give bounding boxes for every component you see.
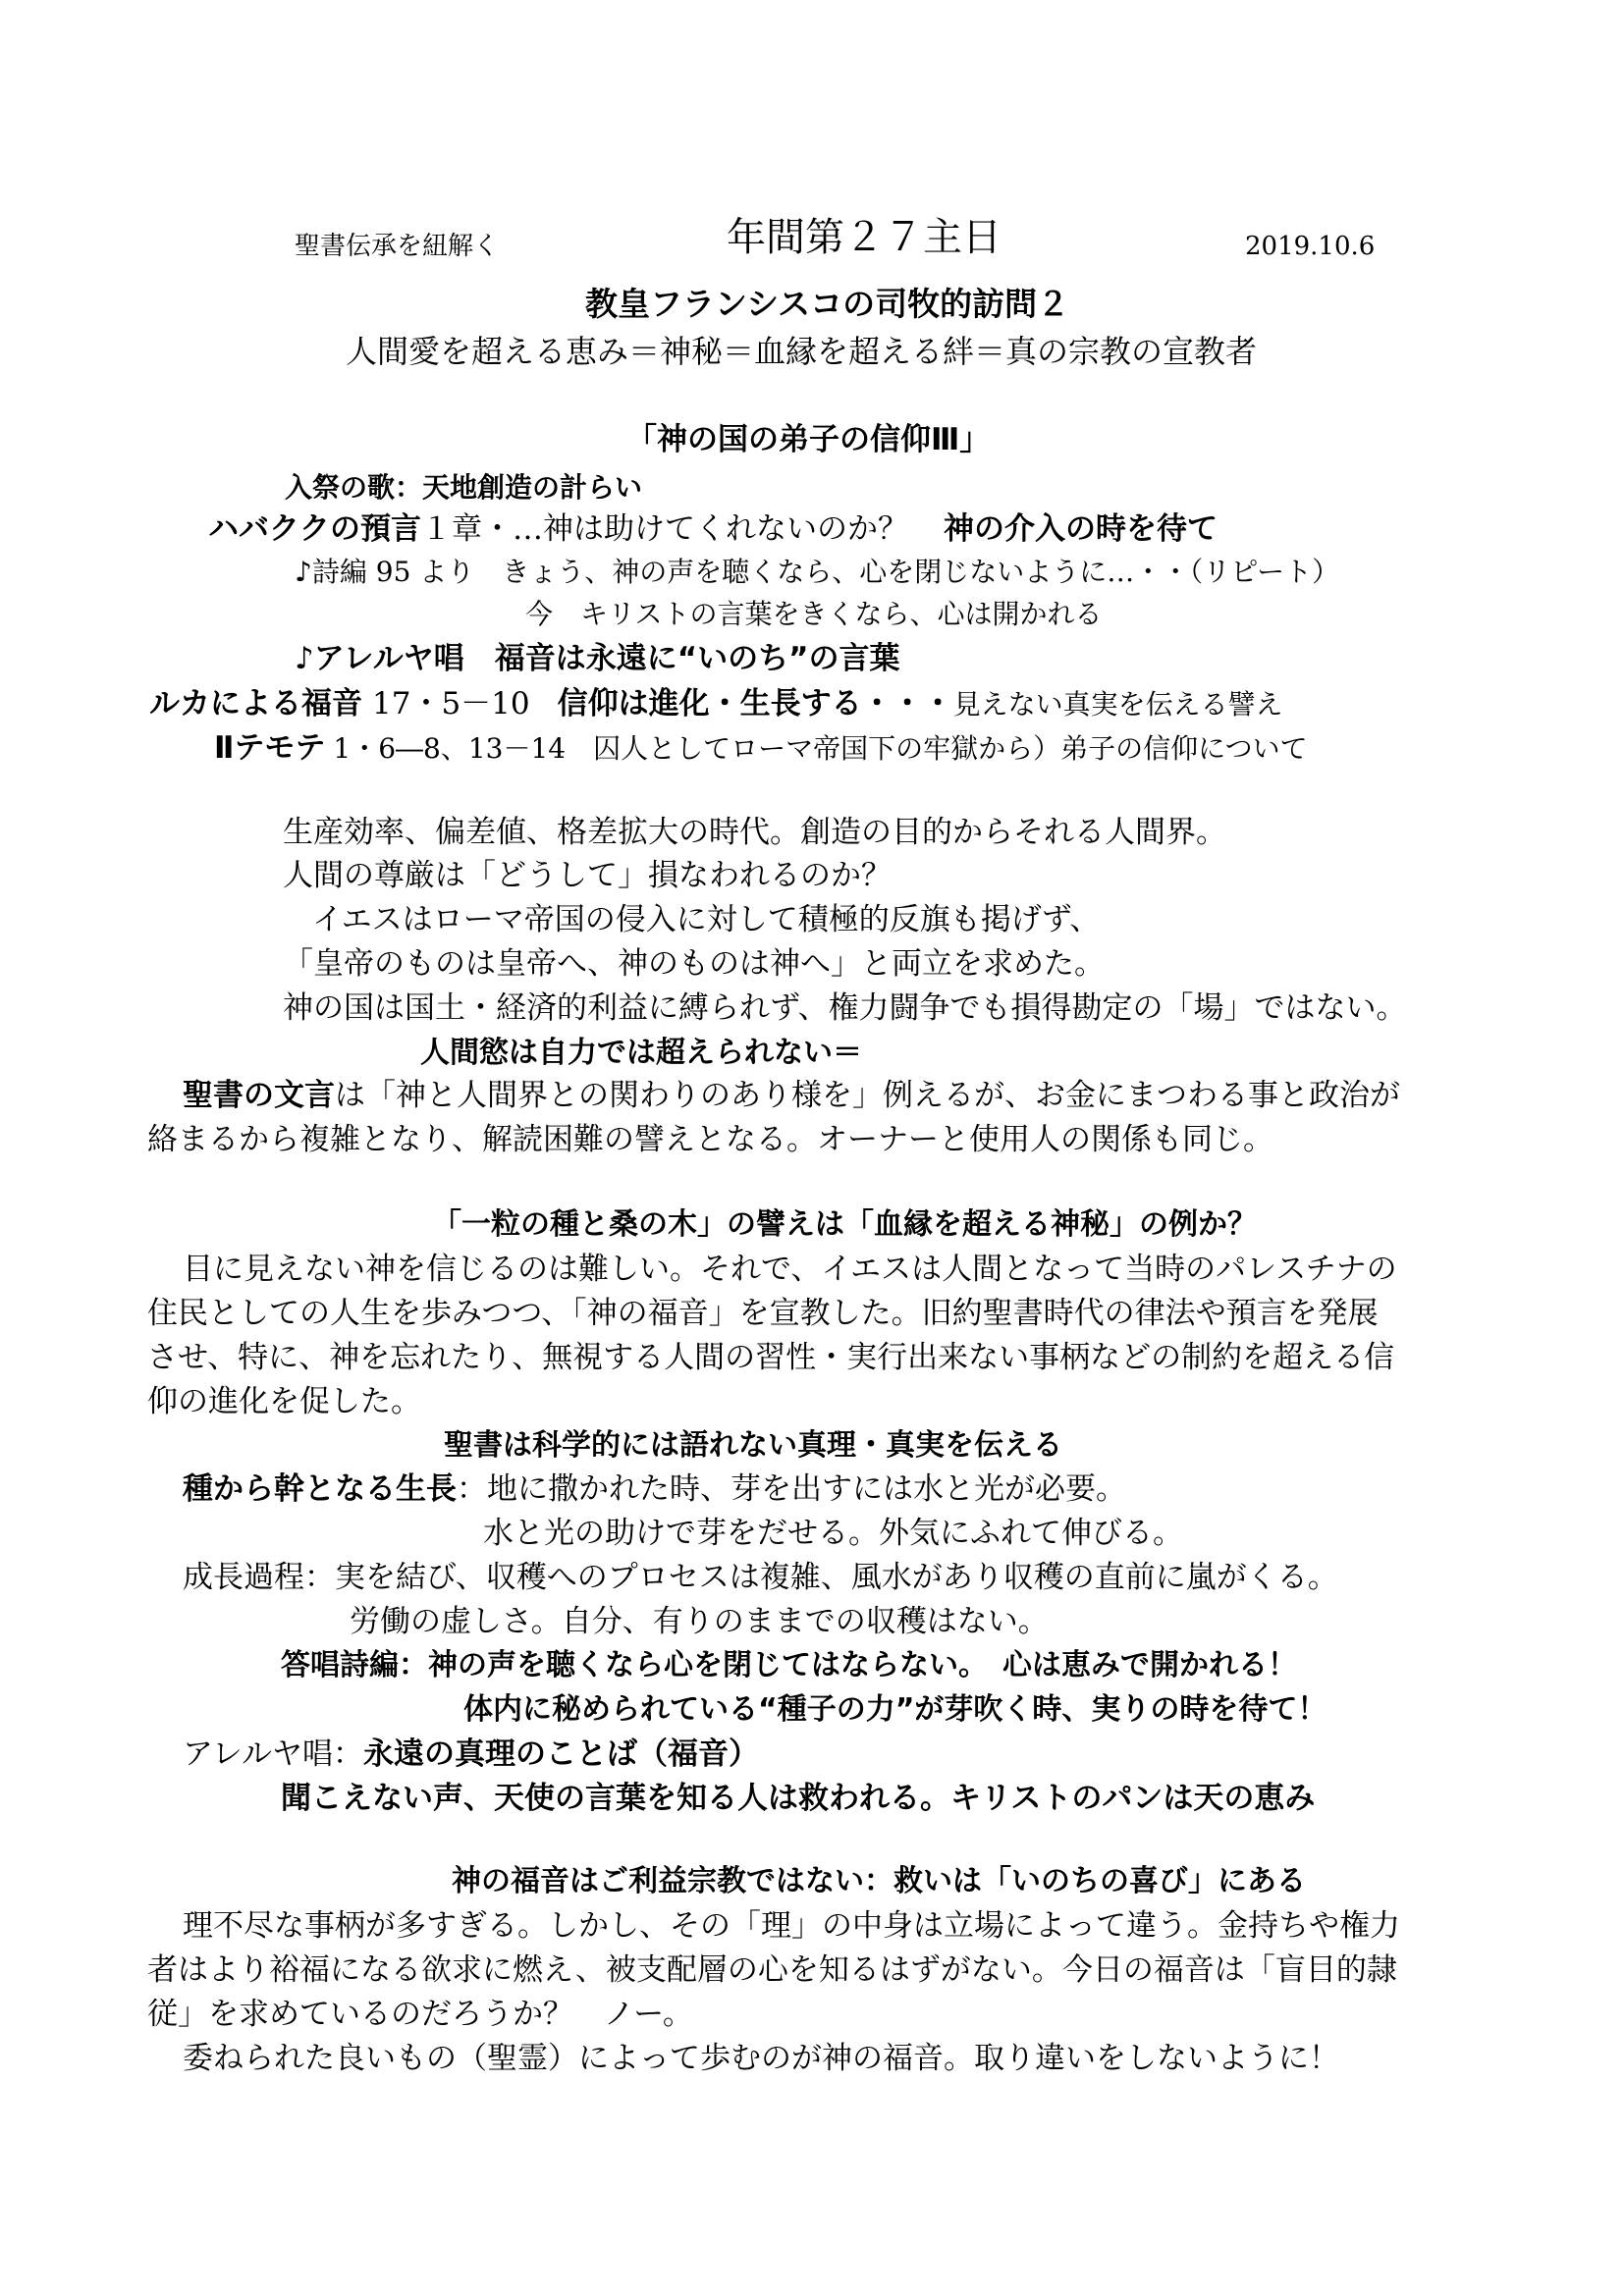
section2-subhead: 聖書は科学的には語れない真理・真実を伝える xyxy=(444,1428,1062,1463)
para-rest: は「神と人間界との関わりのあり様を」例えるが、お金にまつわる事と政治が xyxy=(335,1078,1400,1113)
second-reading-text: 1・6―8、13－14 囚人としてローマ帝国下の牢獄から）弟子の信仰について xyxy=(333,732,1308,765)
growth-text: ：地に撒かれた時、芽を出すには水と光が必要。 xyxy=(457,1471,1126,1507)
subtitle: 教皇フランシスコの司牧的訪問２ xyxy=(585,285,1070,323)
section2-line: 仰の進化を促した。 xyxy=(147,1384,421,1419)
alleluia-line xyxy=(183,1735,759,1774)
page-title: 年間第２７主日 xyxy=(727,215,1001,260)
para-lead: 聖書の文言 xyxy=(183,1078,335,1113)
alleluia-label: アレルヤ唱： xyxy=(183,1736,363,1772)
section3-line: 理不尽な事柄が多すぎる。しかし、その「理」の中身は立場によって違う。金持ちや権力 xyxy=(183,1908,1400,1944)
psalm-line-1: ♪詩編 95 より きょう、神の声を聴くなら、心を閉じないように…・・（リピート） xyxy=(295,556,1340,588)
header-date: 2019.10.6 xyxy=(1245,232,1376,261)
header-left: 聖書伝承を紐解く xyxy=(295,232,500,261)
growth-label: 種から幹となる生長 xyxy=(183,1471,457,1507)
responsorial-2: 体内に秘められている“種子の力”が芽吹く時、実りの時を待て！ xyxy=(463,1692,1327,1727)
responsorial-1: 答唱詩編：神の声を聴くなら心を閉じてはならない。 心は恵みで開かれる！ xyxy=(281,1648,1297,1682)
body-line: 生産効率、偏差値、格差拡大の時代。創造の目的からそれる人間界。 xyxy=(283,815,1226,850)
para-line: 絡まるから複雑となり、解読困難の譬えとなる。オーナーと使用人の関係も同じ。 xyxy=(147,1122,1273,1157)
gospel-emph: 信仰は進化・生長する・・・ xyxy=(557,686,953,721)
second-reading xyxy=(214,728,1308,769)
gospel-label: ルカによる福音 xyxy=(149,686,362,721)
gospel-reading xyxy=(149,684,1283,724)
psalm-line-2: 今 キリストの言葉をきくなら、心は開かれる xyxy=(525,598,1103,630)
subtitle-2: 人間愛を超える恵み＝神秘＝血縁を超える絆＝真の宗教の宣教者 xyxy=(346,333,1258,370)
section3-line: 者はより裕福になる欲求に燃え、被支配層の心を知るはずがない。今日の福音は「盲目的隷 xyxy=(147,1952,1397,1988)
section2-line: 住民としての人生を歩みつつ、「神の福音」を宣教した。旧約聖書時代の律法や預言を発展 xyxy=(147,1296,1379,1331)
para-line xyxy=(183,1076,1400,1115)
body-line: 神の国は国土・経済的利益に縛られず、権力闘争でも損得勘定の「場」ではない。 xyxy=(283,990,1407,1026)
first-reading-emph: 神の介入の時を待て xyxy=(944,511,1218,547)
section2-line: させ、特に、神を忘れたり、無視する人間の習性・実行出来ない事柄などの制約を超える信 xyxy=(147,1340,1395,1375)
alleluia-line-2: 聞こえない声、天使の言葉を知る人は救われる。キリストのパンは天の恵み xyxy=(281,1781,1316,1816)
section2-title: 「一粒の種と桑の木」の譬えは「血縁を超える神秘」の例か？ xyxy=(432,1207,1257,1242)
gospel-ref: 17・5－10 xyxy=(372,686,530,721)
first-reading xyxy=(208,509,1218,549)
gospel-text: 見えない真実を伝える譬え xyxy=(952,688,1283,721)
process-line-2: 労働の虚しさ。自分、有りのままでの収穫はない。 xyxy=(350,1604,1049,1639)
theme: 「神の国の弟子の信仰Ⅲ」 xyxy=(626,422,991,457)
note-heading: 人間慾は自力では超えられない＝ xyxy=(420,1036,862,1070)
alleluia: ♪アレルヤ唱 福音は永遠に“いのち”の言葉 xyxy=(295,641,900,676)
section3-title: 神の福音はご利益宗教ではない：救いは「いのちの喜び」にある xyxy=(452,1864,1306,1898)
section3-line: 委ねられた良いもの（聖霊）によって歩むのが神の福音。取り違いをしないように！ xyxy=(183,2041,1339,2076)
body-line: イエスはローマ帝国の侵入に対して積極的反旗も掲げず、 xyxy=(312,902,1101,937)
section3-line: 従」を求めているのだろうか？ ノー。 xyxy=(147,1997,693,2032)
second-reading-label: Ⅱテモテ xyxy=(214,730,326,766)
section2-line: 目に見えない神を信じるのは難しい。それで、イエスは人間となって当時のパレスチナの xyxy=(183,1252,1397,1287)
process-line: 成長過程：実を結び、収穫へのプロセスは複雑、風水があり収穫の直前に嵐がくる。 xyxy=(183,1560,1338,1595)
first-reading-label: ハバククの預言 xyxy=(208,511,421,547)
body-line: 人間の尊厳は「どうして」損なわれるのか？ xyxy=(283,858,892,893)
growth-line xyxy=(183,1469,1126,1509)
growth-line-2: 水と光の助けで芽をだせる。外気にふれて伸びる。 xyxy=(483,1516,1183,1551)
body-line: 「皇帝のものは皇帝へ、神のものは神へ」と両立を求めた。 xyxy=(283,946,1105,982)
alleluia-text: 永遠の真理のことば（福音） xyxy=(362,1736,759,1772)
entrance-song: 入祭の歌：天地創造の計らい xyxy=(285,471,643,504)
first-reading-text: １章・…神は助けてくれないのか？ xyxy=(421,511,908,547)
